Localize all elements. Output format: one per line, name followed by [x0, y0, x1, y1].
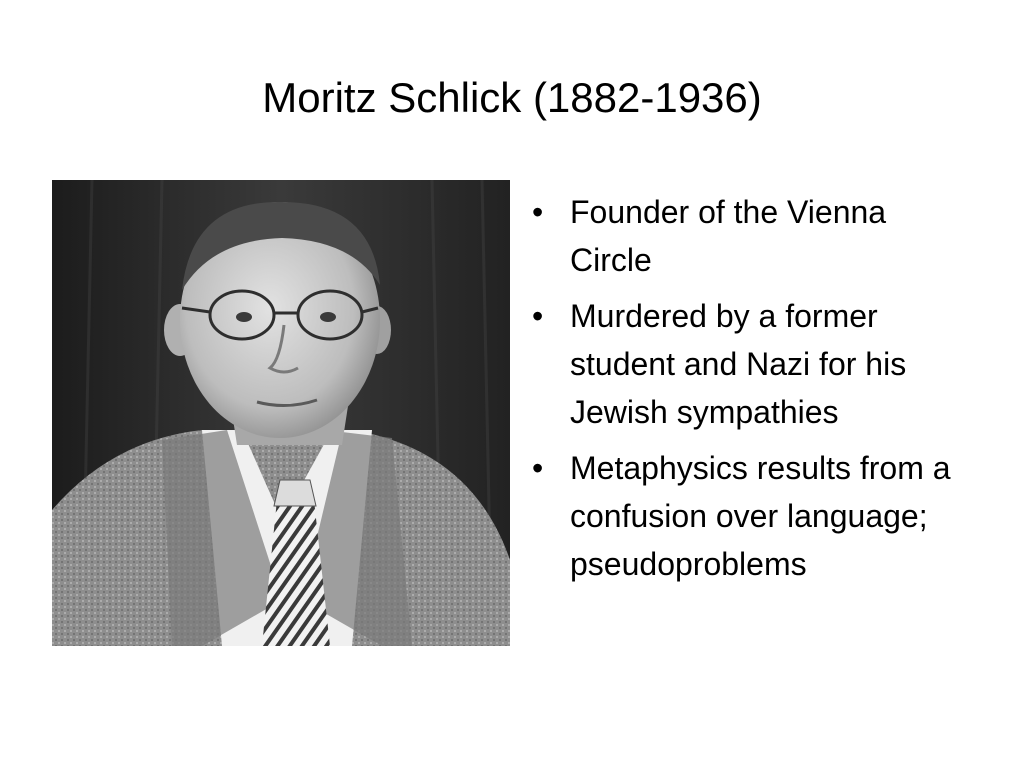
- bullet-text: Murdered by a former student and Nazi for his Jewish sympathies: [570, 298, 907, 430]
- bullet-marker: •: [532, 194, 544, 230]
- bullet-marker: •: [532, 450, 544, 486]
- bullet-item-murdered: [532, 292, 972, 436]
- slide-title: Moritz Schlick (1882-1936): [262, 74, 762, 121]
- bullet-item-metaphysics: [532, 444, 972, 588]
- portrait-photo: [52, 180, 510, 646]
- bullet-item-founder: [532, 188, 972, 284]
- portrait-illustration: [52, 180, 510, 646]
- bullet-text: Founder of the Vienna Circle: [570, 194, 887, 278]
- bullet-marker: •: [532, 298, 544, 334]
- bullet-text: Metaphysics results from a confusion over language; pseudoproblems: [570, 450, 951, 582]
- bullet-list: [532, 188, 972, 596]
